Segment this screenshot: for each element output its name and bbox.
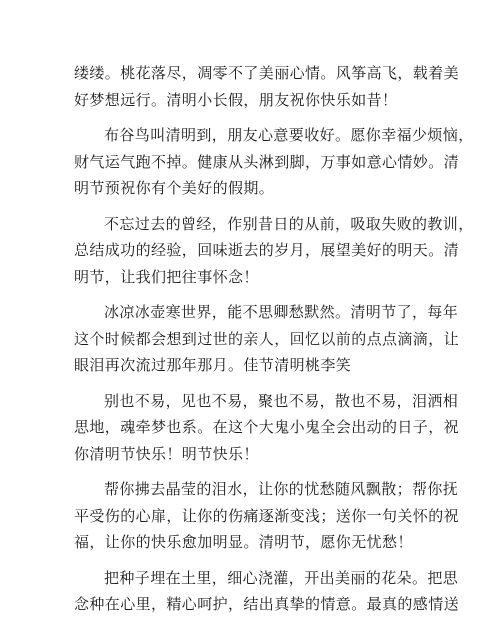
- document-body: [74, 60, 474, 627]
- text-line: 这个时候都会想到过世的亲人，回忆以前的点点滴滴，让: [74, 329, 460, 348]
- paragraph-6: [74, 476, 460, 556]
- page-bottom-edge: [0, 556, 500, 566]
- text-line: 明节，让我们把往事怀念！: [74, 267, 259, 286]
- text-line: 明节预祝你有个美好的假期。: [74, 179, 275, 197]
- text-line: 帮你拂去晶莹的泪水，让你的忧愁随风飘散；帮你抚: [104, 480, 459, 498]
- paragraph-2: [74, 122, 474, 202]
- text-line: 你清明节快乐！明节快乐！: [74, 444, 259, 463]
- text-line: 冰凉冰壶寒世界，能不思卿愁默然。清明节了，每年: [104, 303, 459, 321]
- paragraph-1: [74, 60, 460, 113]
- text-line: 财气运气跑不掉。健康从头淋到脚，万事如意心情妙。清: [74, 152, 460, 171]
- text-line: 布谷鸟叫清明到，朋友心意要收好。愿你幸福少烦恼，: [104, 126, 474, 144]
- text-line: 别也不易，见也不易，聚也不易，散也不易，泪洒相: [104, 391, 459, 410]
- paragraph-5: [74, 388, 460, 468]
- text-line: 不忘过去的曾经，作别昔日的从前，吸取失败的教训，: [104, 214, 474, 233]
- paragraph-4: [74, 299, 460, 379]
- paragraph-3: [74, 211, 474, 291]
- text-line: 平受伤的心扉，让你的伤痛逐渐变浅；送你一句关怀的祝: [74, 506, 460, 525]
- text-line: 念种在心里，精心呵护，结出真挚的情意。最真的感情送: [74, 595, 460, 613]
- text-line: 缕缕。桃花落尽，凋零不了美丽心情。风筝高飞，载着美: [74, 64, 460, 82]
- text-line: 福，让你的快乐愈加明显。清明节，愿你无忧愁！: [74, 533, 413, 551]
- text-line: 总结成功的经验，回味逝去的岁月，展望美好的明天。清: [74, 241, 460, 259]
- text-line: 把种子埋在土里，细心浇灌，开出美丽的花朵。把思: [104, 568, 459, 587]
- text-line: 好梦想远行。清明小长假，朋友祝你快乐如昔！: [74, 90, 398, 109]
- text-line: 眼泪再次流过那年那月。佳节清明桃李笑: [74, 356, 352, 374]
- text-line: 思地，魂牵梦也系。在这个大鬼小鬼全会出动的日子，祝: [74, 418, 460, 436]
- paragraph-7: [74, 565, 460, 618]
